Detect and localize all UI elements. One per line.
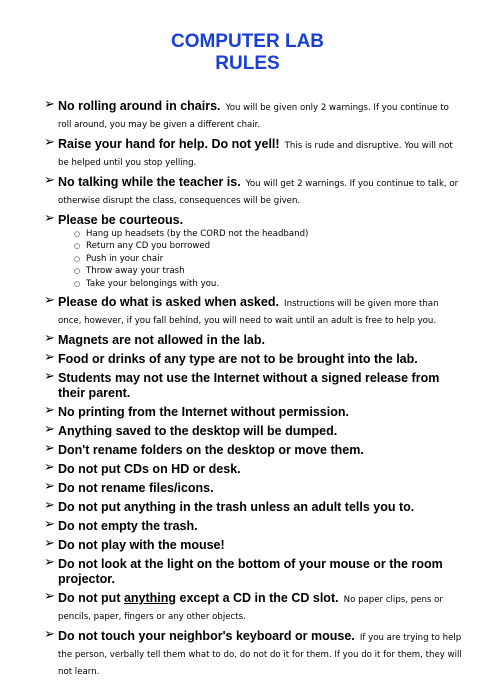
rule-heading: No printing from the Internet without permission.: [58, 405, 349, 420]
rule-item: [44, 537, 464, 552]
sublist-text: Throw away your trash: [86, 266, 185, 277]
arrowhead-icon: ➢: [44, 293, 55, 309]
sublist-text: Hang up headsets (by the CORD not the headband): [86, 229, 309, 239]
page-title: [0, 31, 495, 75]
arrowhead-icon: ➢: [44, 498, 55, 514]
arrowhead-icon: ➢: [44, 536, 55, 552]
rule-heading: No talking while the teacher is.: [58, 175, 241, 189]
list-item: [74, 240, 464, 252]
rule-item: [44, 404, 464, 419]
circle-bullet-icon: ○: [74, 279, 81, 288]
rule-heading: Raise your hand for help. Do not yell!: [58, 137, 280, 151]
rule-item: [44, 423, 464, 438]
rule-heading-part: Do not put: [58, 591, 124, 606]
circle-bullet-icon: ○: [74, 254, 81, 263]
title-line-2: RULES: [215, 53, 280, 74]
rule-item: [44, 590, 464, 624]
arrowhead-icon: ➢: [44, 479, 55, 495]
rule-heading: Magnets are not allowed in the lab.: [58, 333, 265, 348]
arrowhead-icon: ➢: [44, 135, 55, 150]
arrowhead-icon: ➢: [44, 422, 55, 438]
arrowhead-icon: ➢: [44, 211, 55, 226]
rule-item: [44, 294, 464, 328]
rule-detail: If you are trying to help the person, verbally tell them what to do, do not do it for them. If you do it for them, they will not learn.: [58, 633, 462, 678]
title-line-1: COMPUTER LAB: [170, 31, 325, 52]
rule-detail: You will get 2 warnings. If you continue to talk, or otherwise disrupt the class, consequences will be given.: [58, 179, 459, 206]
circle-bullet-icon: ○: [74, 267, 81, 276]
rule-heading: No rolling around in chairs.: [58, 99, 221, 113]
arrowhead-icon: ➢: [44, 403, 55, 419]
rule-detail: You will be given only 2 warnings. If you continue to roll around, you may be given a different chair.: [58, 103, 449, 130]
sublist-text: Take your belongings with you.: [86, 278, 220, 289]
rule-detail: Instructions will be given more than once, however, if you fall behind, you will need to wait until an adult is free to help you.: [58, 299, 439, 327]
arrowhead-icon: ➢: [44, 441, 55, 457]
arrowhead-icon: ➢: [44, 460, 55, 476]
list-item: [74, 253, 464, 265]
rule-item: [44, 174, 464, 208]
rule-heading: Anything saved to the desktop will be dumped.: [58, 424, 338, 439]
rule-heading-part: except a CD in the CD slot.: [176, 591, 339, 606]
arrowhead-icon: ➢: [44, 589, 55, 605]
arrowhead-icon: ➢: [44, 97, 55, 112]
rule-heading: Do not touch your neighbor's keyboard or mouse.: [58, 629, 355, 644]
rule-heading: Food or drinks of any type are not to be brought into the lab.: [58, 352, 418, 367]
rule-heading: Please be courteous.: [58, 213, 184, 227]
arrowhead-icon: ➢: [44, 350, 55, 366]
rule-heading: [58, 591, 339, 605]
circle-bullet-icon: ○: [74, 242, 81, 251]
rule-heading: Do not empty the trash.: [58, 519, 198, 534]
rule-item: [44, 98, 464, 132]
rule-detail: No paper clips, pens or pencils, paper, fingers or any other objects.: [58, 595, 443, 623]
arrowhead-icon: ➢: [44, 555, 55, 571]
rules-list: [44, 98, 464, 683]
rule-item: [44, 461, 464, 476]
sublist-text: Push in your chair: [86, 253, 164, 264]
arrowhead-icon: ➢: [44, 173, 55, 188]
rule-heading: Don't rename folders on the desktop or move them.: [58, 443, 364, 458]
rule-heading: Students may not use the Internet without a signed release from their parent.: [58, 371, 440, 401]
rule-item: [44, 518, 464, 533]
rule-item: [44, 480, 464, 495]
rule-item: [44, 332, 464, 347]
list-item: [74, 228, 464, 240]
rule-item: [44, 628, 464, 679]
rule-detail: This is rude and disruptive. You will not be helped until you stop yelling.: [58, 141, 453, 168]
arrowhead-icon: ➢: [44, 331, 55, 347]
rule-item: [44, 499, 464, 514]
rule-heading: Do not put anything in the trash unless an adult tells you to.: [58, 500, 415, 515]
rule-item: [44, 212, 464, 290]
rule-heading: Do not put CDs on HD or desk.: [58, 462, 241, 477]
arrowhead-icon: ➢: [44, 517, 55, 533]
rule-item: [44, 442, 464, 457]
arrowhead-icon: ➢: [44, 369, 55, 385]
rule-heading: Do not rename files/icons.: [58, 481, 214, 496]
rule-item: [44, 370, 464, 400]
arrowhead-icon: ➢: [44, 627, 55, 643]
rule-heading: Do not play with the mouse!: [58, 538, 225, 553]
courtesy-sublist: [58, 228, 464, 290]
rule-item: [44, 556, 464, 586]
rule-item: [44, 351, 464, 366]
rule-heading-emphasis: anything: [123, 591, 177, 606]
rule-heading: Do not look at the light on the bottom of your mouse or the room projector.: [58, 557, 443, 587]
rule-heading: Please do what is asked when asked.: [58, 295, 279, 310]
list-item: [74, 278, 464, 290]
sublist-text: Return any CD you borrowed: [86, 241, 211, 252]
circle-bullet-icon: ○: [74, 230, 81, 238]
rule-item: [44, 136, 464, 170]
list-item: [74, 265, 464, 277]
